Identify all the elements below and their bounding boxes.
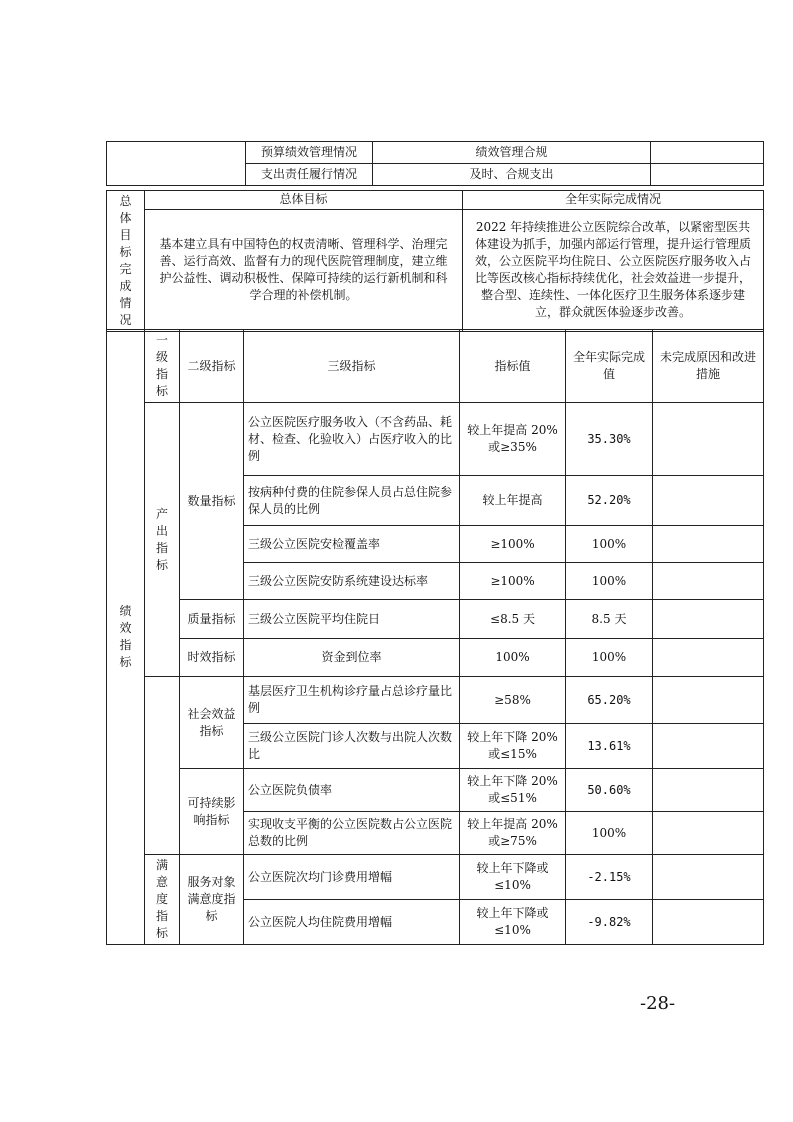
table-row — [107, 209, 764, 331]
target-cell: 100% — [460, 639, 566, 677]
actual-cell: -9.82% — [566, 900, 653, 945]
target-cell: 较上年下降或≤10% — [460, 900, 566, 945]
target-cell: 较上年提高 — [460, 476, 566, 526]
indicator-cell: 按病种付费的住院参保人员占总住院参保人员的比例 — [244, 476, 460, 526]
reason-cell — [653, 563, 764, 600]
blank-cell — [651, 164, 764, 186]
target-cell: 较上年提高 20%或≥35% — [460, 403, 566, 476]
reason-cell — [653, 812, 764, 855]
target-cell: ≥58% — [460, 677, 566, 724]
row-value: 绩效管理合规 — [373, 142, 651, 164]
blank-cell — [651, 142, 764, 164]
reason-cell — [653, 769, 764, 812]
reason-cell — [653, 855, 764, 900]
actual-cell: -2.15% — [566, 855, 653, 900]
level2-sustainability: 可持续影响指标 — [180, 769, 244, 855]
goal-header-target: 总体目标 — [145, 191, 463, 210]
indicator-cell: 实现收支平衡的公立医院数占公立医院总数的比例 — [244, 812, 460, 855]
budget-status-table — [106, 141, 764, 186]
reason-cell — [653, 600, 764, 639]
indicator-cell: 三级公立医院平均住院日 — [244, 600, 460, 639]
actual-cell: 52.20% — [566, 476, 653, 526]
indicator-cell: 三级公立医院门诊人次数与出院人次数比 — [244, 724, 460, 769]
reason-cell — [653, 724, 764, 769]
indicator-cell: 基层医疗卫生机构诊疗量占总诊疗量比例 — [244, 677, 460, 724]
header-level2: 二级指标 — [180, 330, 244, 403]
row-value: 及时、合规支出 — [373, 164, 651, 186]
actual-cell: 35.30% — [566, 403, 653, 476]
indicator-cell: 公立医院人均住院费用增幅 — [244, 900, 460, 945]
reason-cell — [653, 639, 764, 677]
level1-satisfaction: 满 意 度 指 标 — [145, 855, 180, 945]
reason-cell — [653, 900, 764, 945]
indicator-cell: 三级公立医院安检覆盖率 — [244, 526, 460, 563]
level2-social: 社会效益指标 — [180, 677, 244, 769]
level2-quantity: 数量指标 — [180, 403, 244, 600]
header-target: 指标值 — [460, 330, 566, 403]
performance-indicator-table — [106, 329, 764, 945]
level2-service-satisfaction: 服务对象满意度指标 — [180, 855, 244, 945]
actual-cell: 100% — [566, 563, 653, 600]
table-row — [107, 855, 764, 900]
blank-cell — [107, 142, 246, 186]
target-cell: 较上年提高 20%或≥75% — [460, 812, 566, 855]
actual-cell: 8.5 天 — [566, 600, 653, 639]
reason-cell — [653, 476, 764, 526]
target-cell: 较上年下降 20%或≤51% — [460, 769, 566, 812]
header-level3: 三级指标 — [244, 330, 460, 403]
level2-timeliness: 时效指标 — [180, 639, 244, 677]
actual-cell: 100% — [566, 812, 653, 855]
target-cell: ≥100% — [460, 526, 566, 563]
target-cell: ≤8.5 天 — [460, 600, 566, 639]
reason-cell — [653, 403, 764, 476]
target-cell: 较上年下降或≤10% — [460, 855, 566, 900]
table-row — [107, 677, 764, 724]
target-cell: 较上年下降 20%或≤15% — [460, 724, 566, 769]
actual-cell: 13.61% — [566, 724, 653, 769]
table-row — [107, 769, 764, 812]
table-row — [107, 191, 764, 210]
indicator-cell: 三级公立医院安防系统建设达标率 — [244, 563, 460, 600]
row-label: 预算绩效管理情况 — [246, 142, 373, 164]
page-number: -28- — [640, 993, 676, 1014]
perf-side-label: 绩 效 指 标 — [107, 330, 145, 945]
indicator-cell: 公立医院医疗服务收入（不含药品、耗材、检查、化验收入）占医疗收入的比例 — [244, 403, 460, 476]
header-reason: 未完成原因和改进措施 — [653, 330, 764, 403]
indicator-cell: 公立医院负债率 — [244, 769, 460, 812]
goal-side-label: 总 体 目 标 完 成 情 况 — [107, 191, 145, 332]
reason-cell — [653, 526, 764, 563]
goal-target-text: 基本建立具有中国特色的权责清晰、管理科学、治理完善、运行高效、监督有力的现代医院管理制度，建立维护公益性、调动积极性、保障可持续的运行新机制和科学合理的补偿机制。 — [145, 209, 463, 331]
actual-cell: 65.20% — [566, 677, 653, 724]
reason-cell — [653, 677, 764, 724]
header-row — [107, 330, 764, 403]
level2-quality: 质量指标 — [180, 600, 244, 639]
actual-cell: 50.60% — [566, 769, 653, 812]
table-row — [107, 600, 764, 639]
indicator-cell: 公立医院次均门诊费用增幅 — [244, 855, 460, 900]
level1-output: 产 出 指 标 — [145, 403, 180, 677]
table-row — [107, 142, 764, 164]
header-actual: 全年实际完成值 — [566, 330, 653, 403]
table-row — [107, 639, 764, 677]
indicator-cell: 资金到位率 — [244, 639, 460, 677]
table-row — [107, 403, 764, 476]
level1-benefit — [145, 677, 180, 855]
header-level1: 一 级 指 标 — [145, 330, 180, 403]
overall-goal-table — [106, 190, 764, 332]
goal-header-actual: 全年实际完成情况 — [463, 191, 764, 210]
actual-cell: 100% — [566, 526, 653, 563]
target-cell: ≥100% — [460, 563, 566, 600]
actual-cell: 100% — [566, 639, 653, 677]
row-label: 支出责任履行情况 — [246, 164, 373, 186]
goal-actual-text: 2022 年持续推进公立医院综合改革，以紧密型医共体建设为抓手，加强内部运行管理，提升运行管理质效，公立医院平均住院日、公立医院医疗服务收入占比等医改核心指标持续优化，社会效益进一步提升，整合型、连续性、一体化医疗卫生服务体系逐步建立，群众就医体验逐步改善。 — [463, 209, 764, 331]
